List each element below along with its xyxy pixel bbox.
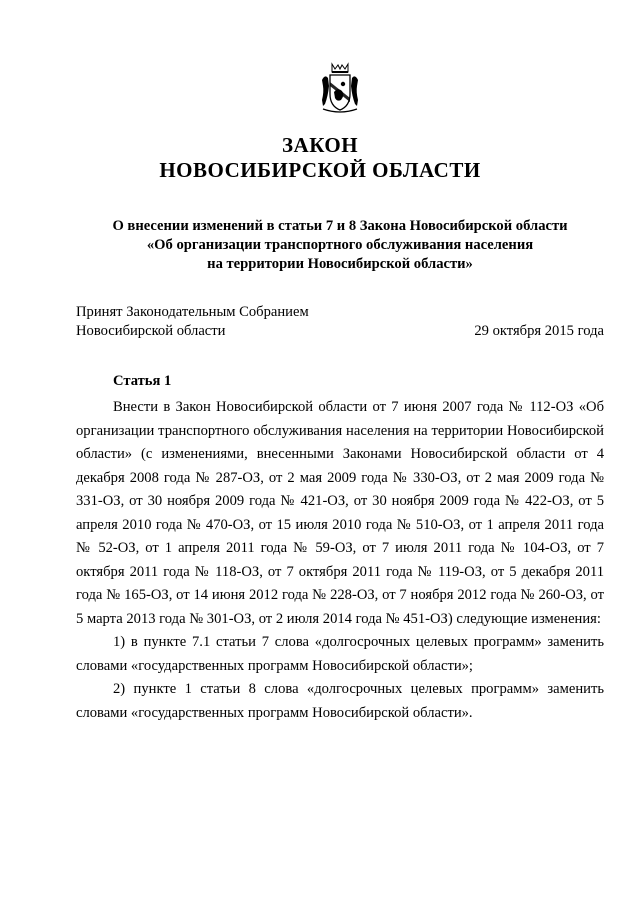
subtitle-line3: на территории Новосибирской области» bbox=[207, 256, 473, 272]
law-title-line2: НОВОСИБИРСКОЙ ОБЛАСТИ bbox=[159, 158, 481, 182]
subtitle-line2: «Об организации транспортного обслуживания населения bbox=[146, 237, 534, 253]
subtitle-line1: О внесении изменений в статьи 7 и 8 Закона Новосибирской области bbox=[112, 218, 568, 234]
law-title-line1: ЗАКОН bbox=[281, 133, 359, 157]
article-1-intro: Внести в Закон Новосибирской области от 7 июня 2007 года № 112-ОЗ «Об организации транспортного обслуживания населения на территории Новосибирской области» (с изменениями, внесенными Законами Новосибирской области от 4 декабря 2008 года № 287-ОЗ, от 2 мая 2009 года № 330-ОЗ, от 2 мая 2009 года № 331-ОЗ, от 30 ноября 2009 года № 421-ОЗ, от 30 ноября 2009 года № 422-ОЗ, от 5 апреля 2010 года № 470-ОЗ, от 15 июля 2010 года № 510-ОЗ, от 1 апреля 2011 года № 52-ОЗ, от 1 апреля 2011 года № 59-ОЗ, от 7 июля 2011 года № 104-ОЗ, от 7 октября 2011 года № 118-ОЗ, от 7 октября 2011 года № 119-ОЗ, от 5 декабря 2011 года № 165-ОЗ, от 14 июня 2012 года № 228-ОЗ, от 7 ноября 2012 года № 260-ОЗ, от 5 марта 2013 года № 301-ОЗ, от 2 июля 2014 года № 451-ОЗ) следующие изменения: bbox=[76, 399, 604, 627]
adoption-row2 bbox=[76, 322, 604, 341]
article-1-item-2: 2) пункте 1 статьи 8 слова «долгосрочных целевых программ» заменить словами «государственных программ Новосибирской области». bbox=[76, 681, 604, 721]
adoption-line1: Принят Законодательным Собранием bbox=[76, 304, 309, 320]
adoption-block bbox=[76, 303, 604, 341]
article-1-heading: Статья 1 bbox=[113, 373, 172, 389]
adoption-row1 bbox=[76, 303, 604, 322]
article-1-item-1: 1) в пункте 7.1 статьи 7 слова «долгосрочных целевых программ» заменить словами «государственных программ Новосибирской области»; bbox=[76, 634, 604, 674]
adoption-date: 29 октября 2015 года bbox=[474, 323, 604, 339]
article-1-body bbox=[76, 396, 604, 725]
law-subtitle bbox=[60, 217, 620, 274]
adoption-line2: Новосибирской области bbox=[76, 323, 226, 339]
novosibirsk-coat-of-arms-icon bbox=[319, 62, 361, 114]
